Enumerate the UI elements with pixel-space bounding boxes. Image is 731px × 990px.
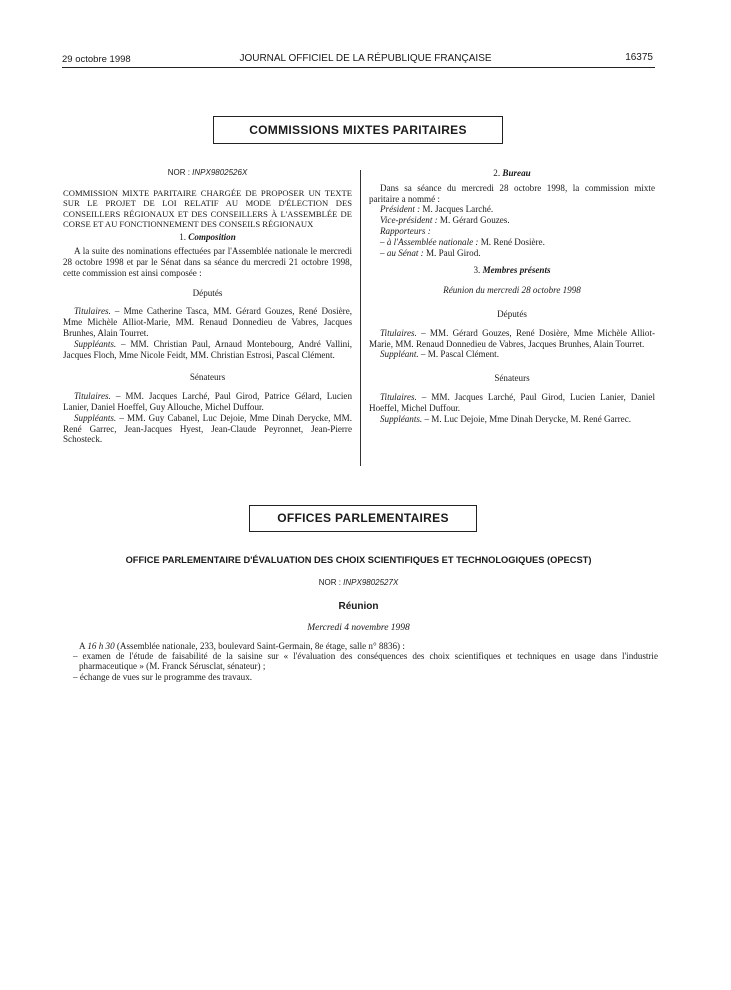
- reunion-heading: Réunion: [338, 601, 379, 612]
- bureau-vice-president: Vice-président : M. Gérard Gouzes.: [380, 215, 510, 226]
- present-senateurs-suppleants: Suppléants. – M. Luc Dejoie, Mme Dinah Derycke, M. René Garrec.: [380, 413, 632, 424]
- rapporteur-senat: – au Sénat : M. Paul Girod.: [380, 247, 481, 258]
- section-1-heading: 1. Composition: [179, 232, 236, 243]
- senateurs-heading: Sénateurs: [189, 372, 226, 383]
- agenda-time-location: A 16 h 30 (Assemblée nationale, 233, boulevard Saint-Germain, 8e étage, salle n° 8836) :: [79, 641, 405, 651]
- section-2-heading: 2. Bureau: [493, 168, 531, 178]
- rapporteur-assemblee: – à l'Assemblée nationale : M. René Dosière.: [380, 236, 545, 247]
- bureau-rapporteurs-label: Rapporteurs :: [380, 225, 431, 236]
- column-divider: [360, 170, 361, 466]
- office-reunion-date: Mercredi 4 novembre 1998: [307, 623, 410, 633]
- deputes-heading: Députés: [192, 287, 223, 298]
- header-date: 29 octobre 1998: [62, 54, 131, 65]
- bureau-president: Président : M. Jacques Larché.: [380, 204, 494, 215]
- present-senateurs-heading: Sénateurs: [494, 373, 530, 384]
- header-page-number: 16375: [625, 52, 653, 63]
- commission-title: COMMISSION MIXTE PARITAIRE CHARGÉE DE PROPOSER UN TEXTE SUR LE PROJET DE LOI RELATIF AU MODE D'ÉLECTION DES CONSEILLERS RÉGIONAUX ET DES CONSEILLERS À L'ASSEMBLÉE DE CORSE ET AU FONCTIONNEMENT DES CONSEILS RÉGIONAUX: [63, 187, 352, 230]
- nor-reference: NOR : INPX9802526X: [167, 168, 248, 177]
- section-title-offices: OFFICES PARLEMENTAIRES: [249, 505, 477, 532]
- agenda-item: – échange de vues sur le programme des travaux.: [73, 671, 253, 682]
- deputes-suppleants: Suppléants. – MM. Christian Paul, Arnaud Montebourg, André Vallini, Jacques Floch, Mme Nicole Feidt, MM. Christian Estrosi, Pascal Clément.: [63, 338, 352, 360]
- right-column: [369, 168, 655, 424]
- section-3-heading: 3. Membres présents: [473, 265, 551, 276]
- section-1-intro: A la suite des nominations effectuées par l'Assemblée nationale le mercredi 28 octobre 1998 et par le Sénat dans sa séance du mercredi 21 octobre 1998, cette commission est ainsi composée :: [63, 246, 352, 278]
- deputes-titulaires: Titulaires. – Mme Catherine Tasca, MM. Gérard Gouzes, René Dosière, Mme Michèle Alliot-Marie, MM. Renaud Donnedieu de Vabres, Jacques Brunhes, Alain Tourret.: [63, 306, 352, 338]
- senateurs-suppleants: Suppléants. – MM. Guy Cabanel, Luc Dejoie, Mme Dinah Derycke, MM. René Garrec, Jean-Jacques Hyest, Jean-Claude Peyronnet, Jean-Pierre Schosteck.: [63, 412, 352, 445]
- present-senateurs-titulaires: Titulaires. – MM. Jacques Larché, Paul Girod, Lucien Lanier, Daniel Hoeffel, Michel Duffour.: [369, 391, 655, 413]
- office-nor-reference: NOR : INPX9802527X: [318, 578, 399, 587]
- header-journal-title: JOURNAL OFFICIEL DE LA RÉPUBLIQUE FRANÇAISE: [239, 53, 492, 64]
- reunion-date: Réunion du mercredi 28 octobre 1998: [443, 285, 581, 296]
- section-2-intro: Dans sa séance du mercredi 28 octobre 1998, la commission mixte paritaire a nommé :: [369, 182, 655, 204]
- senateurs-titulaires: Titulaires. – MM. Jacques Larché, Paul Girod, Patrice Gélard, Lucien Lanier, Daniel Hoeffel, Guy Allouche, Michel Duffour.: [63, 391, 352, 412]
- present-deputes-heading: Députés: [497, 308, 527, 319]
- left-column: [63, 168, 352, 445]
- office-agenda: [68, 641, 658, 682]
- present-deputes-titulaires: Titulaires. – MM. Gérard Gouzes, René Dosière, Mme Michèle Alliot-Marie, MM. Renaud Donnedieu de Vabres, Jacques Brunhes, Alain Tourret.: [369, 327, 655, 349]
- header-rule: [62, 67, 655, 68]
- agenda-item: – examen de l'étude de faisabilité de la saisine sur « l'évaluation des conséquences des choix scientifiques et techniques en usage dans l'industrie pharmaceutique » (M. Franck Sérusclat, sénateur) ;: [73, 651, 658, 672]
- present-deputes-suppleant: Suppléant. – M. Pascal Clément.: [380, 349, 499, 360]
- section-title-commissions: COMMISSIONS MIXTES PARITAIRES: [213, 116, 503, 144]
- office-title: OFFICE PARLEMENTAIRE D'ÉVALUATION DES CHOIX SCIENTIFIQUES ET TECHNOLOGIQUES (OPECST): [125, 555, 592, 565]
